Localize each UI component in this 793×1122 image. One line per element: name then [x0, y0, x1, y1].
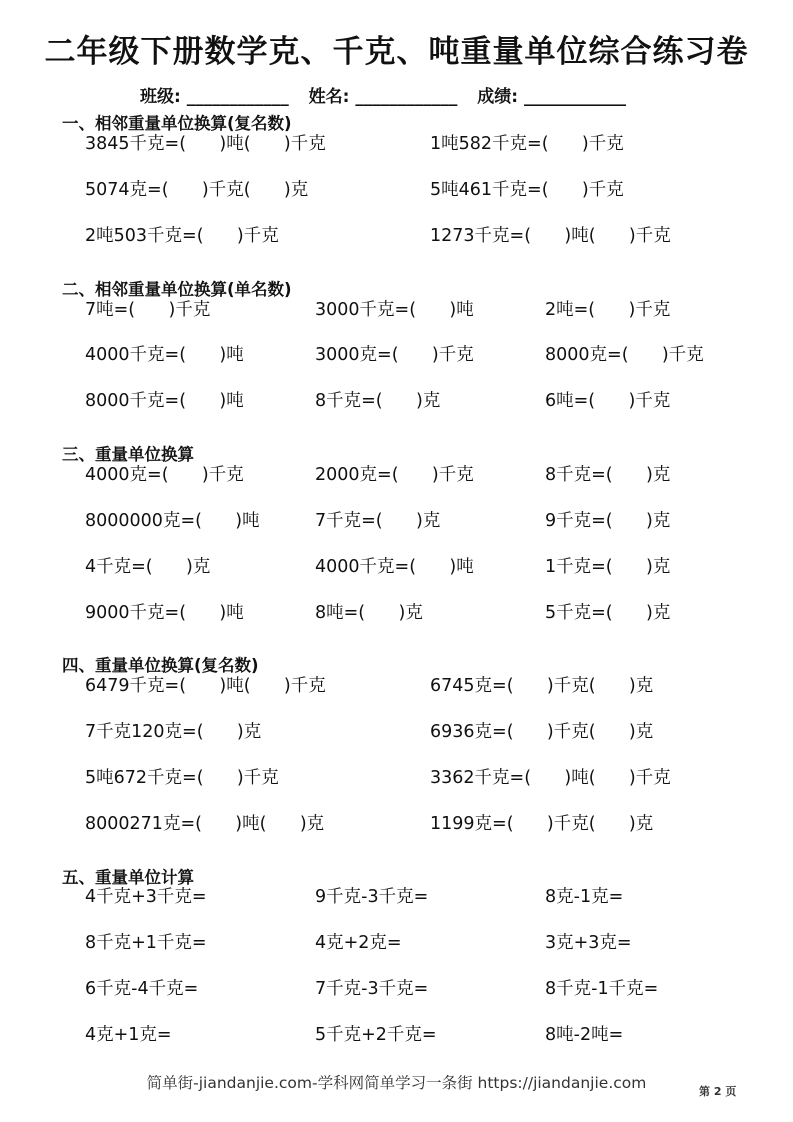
- exercise-item: 4千克+3千克=: [85, 887, 207, 907]
- page-title: 二年级下册数学克、千克、吨重量单位综合练习卷: [44, 34, 749, 70]
- exercise-item: 8000271克=( )吨( )克: [85, 814, 325, 834]
- exercise-item: 5吨461千克=( )千克: [430, 180, 624, 200]
- class-field[interactable]: 班级: ____________: [140, 87, 289, 107]
- exercise-item: 8000000克=( )吨: [85, 511, 260, 531]
- exercise-item: 8000千克=( )吨: [85, 391, 244, 411]
- exercise-item: 7千克-3千克=: [315, 979, 429, 999]
- exercise-item: 2吨=( )千克: [545, 300, 671, 320]
- exercise-item: 6千克-4千克=: [85, 979, 199, 999]
- exercise-item: 5千克=( )克: [545, 603, 671, 623]
- exercise-item: 8千克=( )克: [315, 391, 441, 411]
- exercise-item: 1273千克=( )吨( )千克: [430, 226, 671, 246]
- exercise-item: 3845千克=( )吨( )千克: [85, 134, 326, 154]
- exercise-item: 7吨=( )千克: [85, 300, 211, 320]
- section-5-title: 五、重量单位计算: [62, 868, 194, 887]
- section-4-title: 四、重量单位换算(复名数): [62, 656, 259, 675]
- exercise-item: 8千克+1千克=: [85, 933, 207, 953]
- exercise-item: 2000克=( )千克: [315, 465, 474, 485]
- exercise-item: 8克-1克=: [545, 887, 624, 907]
- page-number: 第 2 页: [699, 1085, 737, 1098]
- exercise-item: 3000千克=( )吨: [315, 300, 474, 320]
- exercise-item: 6745克=( )千克( )克: [430, 676, 654, 696]
- score-field[interactable]: 成绩: ____________: [477, 87, 626, 107]
- exercise-item: 3362千克=( )吨( )千克: [430, 768, 671, 788]
- exercise-item: 7千克=( )克: [315, 511, 441, 531]
- exercise-item: 9千克=( )克: [545, 511, 671, 531]
- exercise-item: 8千克=( )克: [545, 465, 671, 485]
- exercise-item: 1199克=( )千克( )克: [430, 814, 654, 834]
- exercise-item: 8千克-1千克=: [545, 979, 659, 999]
- student-info-line: [140, 82, 640, 107]
- name-field[interactable]: 姓名: ____________: [308, 87, 458, 107]
- exercise-item: 4千克=( )克: [85, 557, 211, 577]
- exercise-item: 8000克=( )千克: [545, 345, 704, 365]
- exercise-item: 8吨-2吨=: [545, 1025, 624, 1045]
- exercise-item: 9000千克=( )吨: [85, 603, 244, 623]
- exercise-item: 5千克+2千克=: [315, 1025, 437, 1045]
- exercise-item: 6吨=( )千克: [545, 391, 671, 411]
- exercise-item: 7千克120克=( )克: [85, 722, 262, 742]
- exercise-item: 4000千克=( )吨: [315, 557, 474, 577]
- exercise-item: 4000克=( )千克: [85, 465, 244, 485]
- section-2-title: 二、相邻重量单位换算(单名数): [62, 280, 292, 299]
- exercise-item: 9千克-3千克=: [315, 887, 429, 907]
- exercise-item: 8吨=( )克: [315, 603, 423, 623]
- exercise-item: 3000克=( )千克: [315, 345, 474, 365]
- exercise-item: 6479千克=( )吨( )千克: [85, 676, 326, 696]
- exercise-item: 3克+3克=: [545, 933, 632, 953]
- exercise-item: 4克+1克=: [85, 1025, 172, 1045]
- exercise-item: 4克+2克=: [315, 933, 402, 953]
- exercise-item: 6936克=( )千克( )克: [430, 722, 654, 742]
- exercise-item: 5吨672千克=( )千克: [85, 768, 279, 788]
- section-3-title: 三、重量单位换算: [62, 445, 194, 464]
- exercise-item: 2吨503千克=( )千克: [85, 226, 279, 246]
- exercise-item: 1吨582千克=( )千克: [430, 134, 624, 154]
- section-1-title: 一、相邻重量单位换算(复名数): [62, 114, 292, 133]
- exercise-item: 4000千克=( )吨: [85, 345, 244, 365]
- footer-watermark: 简单街-jiandanjie.com-学科网简单学习一条街 https://jiandanjie.com: [146, 1074, 647, 1092]
- exercise-item: 1千克=( )克: [545, 557, 671, 577]
- exercise-item: 5074克=( )千克( )克: [85, 180, 309, 200]
